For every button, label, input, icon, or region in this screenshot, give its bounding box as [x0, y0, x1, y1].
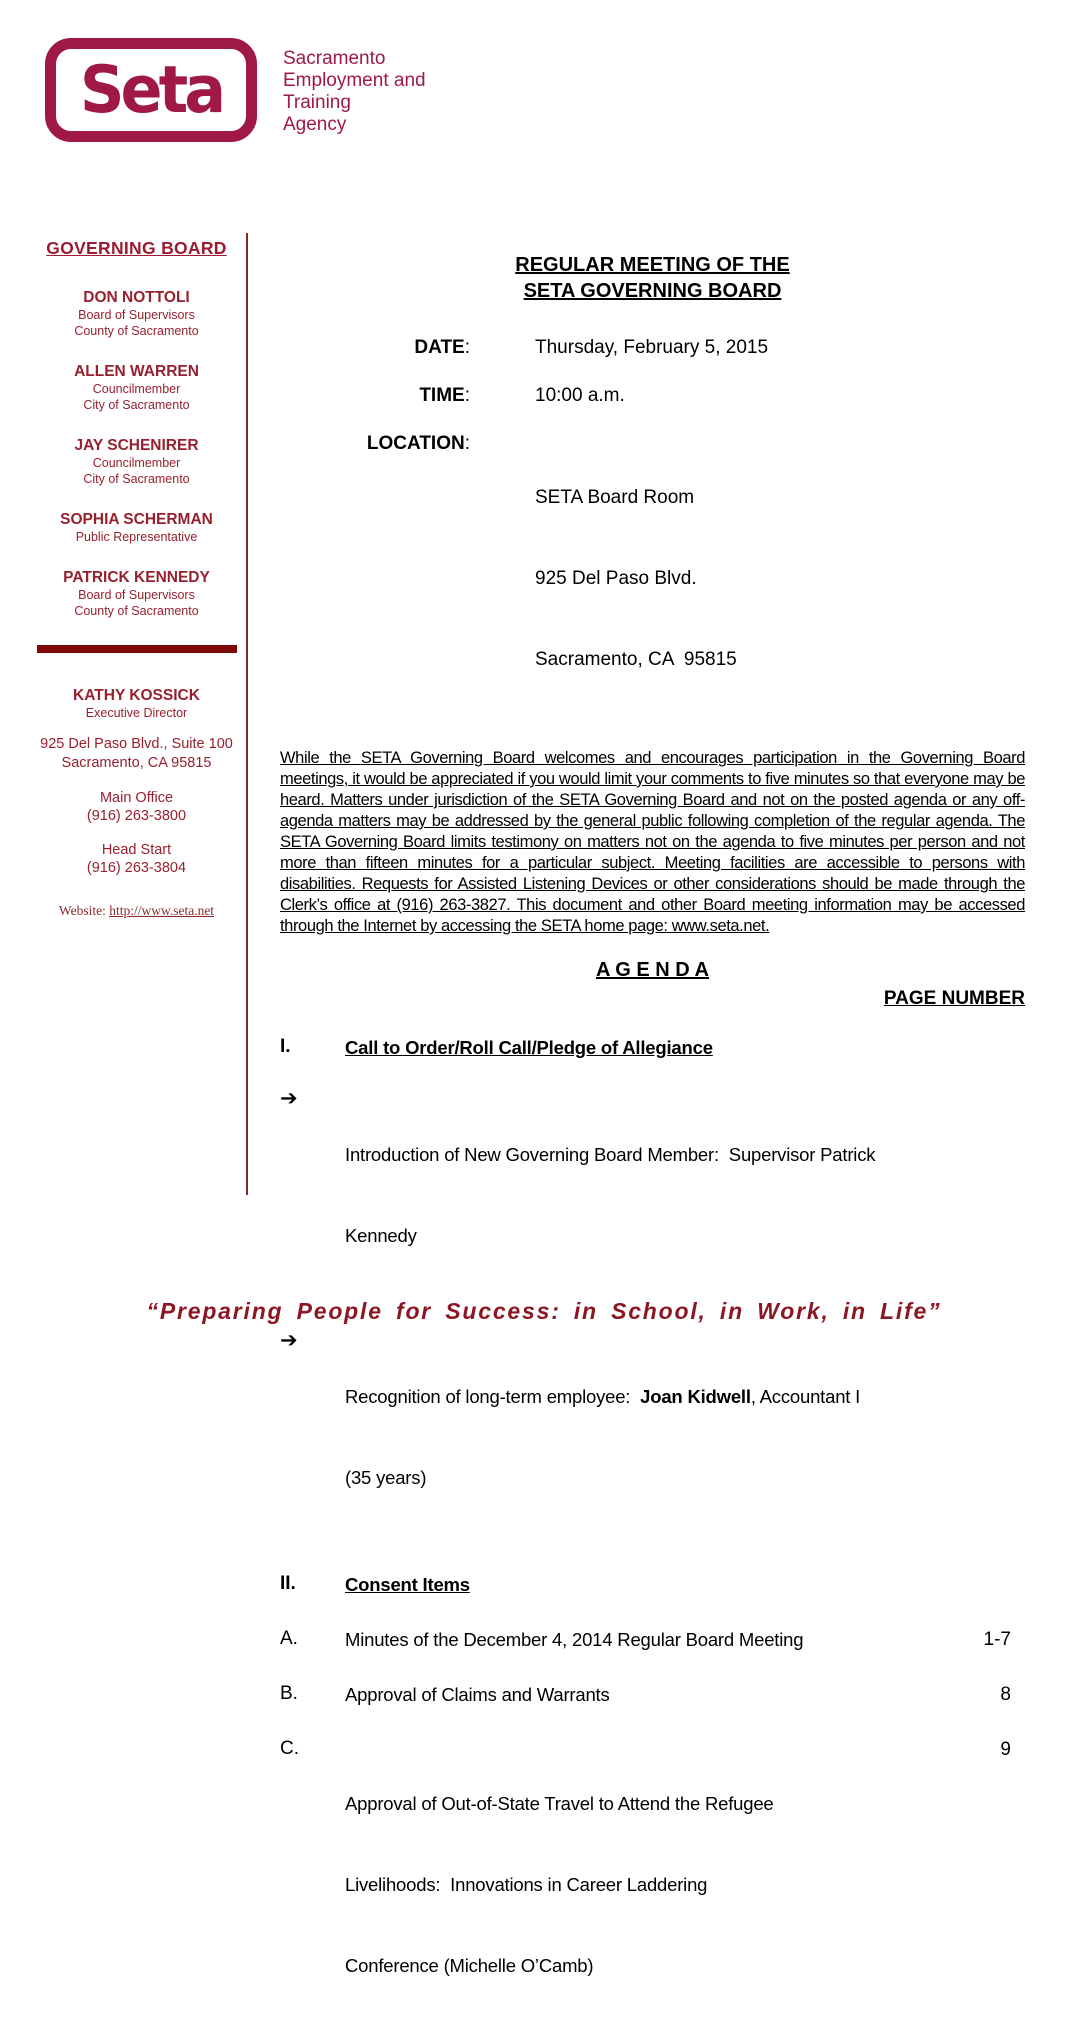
meeting-date-row [280, 334, 1025, 361]
employee-name: Joan Kidwell [640, 1386, 751, 1407]
item-text-line: Conference (Michelle O’Camb) [345, 1955, 594, 1976]
sidebar-vertical-rule [246, 233, 248, 1195]
bullet-text [345, 1087, 915, 1303]
agenda-section-2 [280, 1571, 1025, 1598]
location-value [470, 430, 1025, 727]
arrow-bullet-icon: ➔ [280, 1329, 298, 1352]
item-text-line: Livelihoods: Innovations in Career Laddering [345, 1874, 708, 1895]
bullet-page [915, 1329, 1025, 1545]
bullet-page [915, 1087, 1025, 1303]
board-member [33, 363, 240, 413]
office-address-line: 925 Del Paso Blvd., Suite 100 [40, 736, 233, 752]
item-text: Approval of Claims and Warrants [345, 1684, 610, 1705]
meeting-title-line1: REGULAR MEETING OF THE [515, 254, 790, 276]
board-member-detail: Councilmember [92, 456, 181, 470]
page-number-heading: PAGE NUMBER [883, 988, 1025, 1009]
board-member-detail: Councilmember [92, 382, 181, 396]
meeting-info [280, 334, 1025, 727]
board-member [33, 289, 240, 339]
meeting-title-line2: SETA GOVERNING BOARD [523, 280, 782, 302]
board-member-name: SOPHIA SCHERMAN [60, 511, 213, 528]
main-office-phone: (916) 263-3800 [86, 808, 187, 824]
item-page: 1-7 [983, 1629, 1011, 1650]
time-label: TIME [419, 385, 465, 406]
website-line [33, 903, 240, 919]
executive-director-title: Executive Director [85, 706, 188, 720]
bullet-text-line: Recognition of long-term employee: Joan Kidwell, Accountant I [345, 1386, 861, 1407]
website-label: Website: [58, 903, 110, 918]
item-text-line: Approval of Out-of-State Travel to Attend the Refugee [345, 1793, 774, 1814]
agenda-document-body [280, 252, 1025, 2033]
seta-logo [45, 38, 426, 142]
colon: : [464, 433, 470, 454]
date-value: Thursday, February 5, 2015 [535, 337, 769, 358]
item-page: 8 [1000, 1684, 1011, 1705]
sidebar-heading: GOVERNING BOARD [46, 238, 227, 258]
colon: : [464, 337, 470, 358]
website-link[interactable]: http://www.seta.net [109, 903, 215, 918]
head-start-phone: (916) 263-3804 [86, 860, 187, 876]
meeting-time-row [280, 382, 1025, 409]
location-line: 925 Del Paso Blvd. [535, 568, 697, 589]
org-name-line: Agency [283, 114, 347, 135]
board-member-detail: County of Sacramento [74, 604, 199, 618]
head-start-contact [33, 841, 240, 877]
section-marker: II. [280, 1573, 296, 1594]
agenda-item-b [280, 1681, 1025, 1708]
office-address-line: Sacramento, CA 95815 [61, 755, 212, 771]
item-page: 9 [1000, 1739, 1011, 1760]
agenda-bullet-recognition [280, 1329, 1025, 1545]
board-member [33, 511, 240, 545]
item-marker: B. [280, 1683, 298, 1704]
location-label: LOCATION [366, 433, 465, 454]
board-member-detail: Board of Supervisors [78, 308, 195, 322]
location-line: Sacramento, CA 95815 [535, 649, 737, 670]
meeting-location-row [280, 430, 1025, 727]
org-name [283, 48, 426, 136]
time-value: 10:00 a.m. [535, 385, 625, 406]
bullet-text-line: Kennedy [345, 1225, 417, 1246]
bullet-text-line: (35 years) [345, 1467, 427, 1488]
board-member-name: PATRICK KENNEDY [63, 569, 210, 586]
bullet-text [345, 1329, 915, 1545]
governing-board-sidebar [33, 238, 240, 919]
board-member-detail: Board of Supervisors [78, 588, 195, 602]
main-office-contact [33, 789, 240, 825]
board-member-name: ALLEN WARREN [74, 363, 199, 380]
item-text [345, 1736, 915, 2033]
org-name-line: Employment and [283, 70, 426, 91]
agenda-bullet-introduction [280, 1087, 1025, 1303]
meeting-title [280, 252, 1025, 304]
item-text: Minutes of the December 4, 2014 Regular Board Meeting [345, 1629, 804, 1650]
motto-footer: “Preparing People for Success: in School, in Work, in Life” [146, 1298, 942, 1324]
seta-logo-mark [45, 38, 257, 142]
office-address [33, 735, 240, 773]
arrow-bullet-icon: ➔ [280, 1087, 298, 1110]
agenda-heading: A G E N D A [596, 959, 709, 981]
section-title: Consent Items [345, 1574, 470, 1595]
board-member-detail: City of Sacramento [83, 398, 190, 412]
section-marker: I. [280, 1036, 291, 1057]
org-name-line: Sacramento [283, 48, 386, 69]
agenda-section-1 [280, 1034, 1025, 1061]
head-start-label: Head Start [101, 842, 172, 858]
board-member-detail: City of Sacramento [83, 472, 190, 486]
item-marker: A. [280, 1628, 298, 1649]
board-member-name: JAY SCHENIRER [74, 437, 199, 454]
org-name-line: Training [283, 92, 351, 113]
seta-logo-text: Seta [79, 51, 223, 128]
location-line: SETA Board Room [535, 487, 695, 508]
board-member-name: DON NOTTOLI [83, 289, 190, 306]
public-participation-notice: While the SETA Governing Board welcomes and encourages participation in the Governing Board meetings, it would be appreciated if you would limit your comments to five minutes so that everyone may be heard. Matters under jurisdiction of the SETA Governing Board and not on the posted agenda or any off-agenda matters may be addressed by the general public following completion of the regular agenda. The SETA Governing Board limits testimony on matters not on the agenda to five minutes per person and not more than fifteen minutes for a particular subject. Meeting facilities are accessible to persons with disabilities. Requests for Assisted Listening Devices or other considerations should be made through the Clerk’s office at (916) 263-3827. This document and other Board meeting information may be accessed through the Internet by accessing the SETA home page: www.seta.net. [280, 749, 1025, 935]
colon: : [464, 385, 470, 406]
board-member-detail: County of Sacramento [74, 324, 199, 338]
executive-director-name: KATHY KOSSICK [73, 687, 200, 704]
date-label: DATE [414, 337, 465, 358]
board-member [33, 569, 240, 619]
executive-director [33, 687, 240, 721]
sidebar-divider-bar [37, 645, 237, 653]
item-marker: C. [280, 1738, 299, 1759]
agenda-item-a [280, 1626, 1025, 1653]
main-office-label: Main Office [99, 790, 174, 806]
section-title: Call to Order/Roll Call/Pledge of Allegiance [345, 1037, 713, 1058]
section-page [915, 1034, 1025, 1061]
section-page [915, 1571, 1025, 1598]
board-member [33, 437, 240, 487]
board-member-detail: Public Representative [75, 530, 198, 544]
bullet-text-line: Introduction of New Governing Board Member: Supervisor Patrick [345, 1144, 876, 1165]
agenda-item-c [280, 1736, 1025, 2033]
